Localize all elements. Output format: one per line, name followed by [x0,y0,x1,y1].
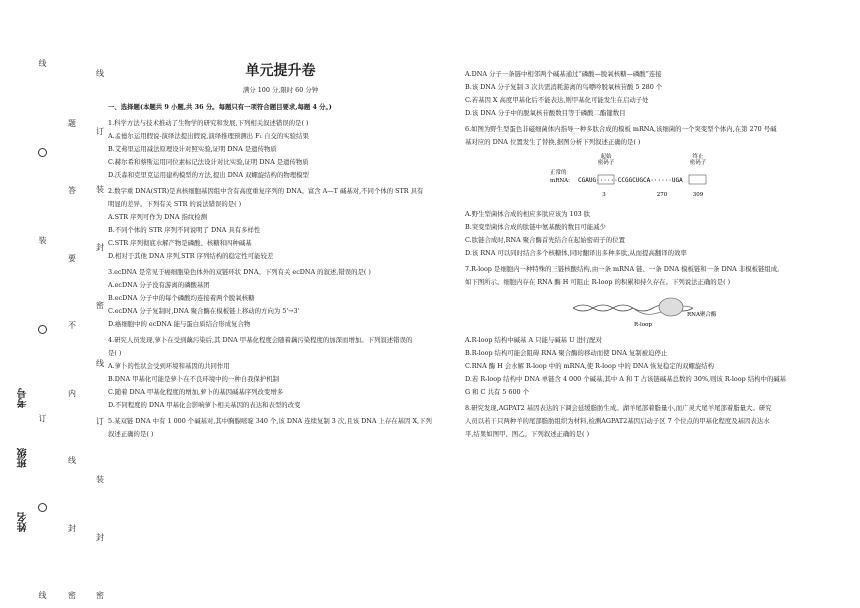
binding-char: 密 [96,301,104,310]
question-list-right-b [465,208,820,289]
question-line: D.该 DNA 分子中的脱氧核苷酸数目等于磷酸二酯键数目 [465,109,626,117]
question-line: D.不同程度的 DNA 甲基化会影响萝卜相关基因的表达和表型的改变 [108,401,301,409]
stop-codon-box [689,175,706,184]
binding-circle [38,148,47,157]
rna-polymerase-shape [659,298,683,316]
stop-codon-label2: 密码子 [689,160,706,166]
page-title: 单元提升卷 [245,63,316,79]
question-line: D.癌细胞中的 ecDNA 能与蛋白质结合形成复合物 [108,320,251,328]
rloop-figure [465,292,820,330]
binding-char: 装 [96,185,104,194]
question-line: 如下图所示。细胞内存在 RNA 酶 H 可阻止 R-loop 的积累和持久存在。下列说法正确的是( ) [465,278,731,286]
question-line: B.DNA 甲基化可能是萝卜在不良环境中的一种自我保护机制 [108,375,280,383]
dna-strand-2 [573,305,633,311]
mrna-sequence: CGAUG······CCGGCUGCA······UGA [577,177,683,184]
question-line: B.突变型菌体合成的肽链中氨基酸的数目可能减少 [465,223,606,231]
question-line: 1.科学方法与技术推动了生物学的研究和发展,下列相关叙述错误的是( ) [108,119,309,127]
question-line: 7.R-loop 是细胞内一种特殊的三链核酸结构,由一条 mRNA 链、一条 DNA 模板链和一条 DNA 非模板链组成, [465,265,780,273]
question-list-left [108,117,453,441]
rna-polymerase-label: RNA聚合酶 [686,312,716,318]
question-line: A.R-loop 结构中碱基 A 只能与碱基 U 进行配对 [465,336,603,344]
question-line: 人员以若干只两种羊的尾部脂肪组织为材料,检测AGPAT2基因启动子区 7 个位点的甲基化程度及基因表达水 [465,417,770,425]
question-line: C.ecDNA 分子复制时,DNA 聚合酶在模板链上移动的方向为 5'→3' [108,307,300,315]
question-line: 2.数字重 DNA(STR)是真核细胞基因组中含有高度重复序列的 DNA。富含 A—T 碱基对,不同个体的 STR 具有 [108,187,424,195]
mrna-row-label2: mRNA: [549,178,570,184]
binding-char: 题 [68,119,76,128]
question-line: G 和 C 共有 5 600 个 [465,388,530,396]
question-line: 4.研究人员发现,萝卜在受到藕污染后,其 DNA 甲基化程度会随着藕污染程度的加深而增加。下列叙述错误的 [108,336,413,344]
binding-char: 封 [96,243,104,252]
rloop-label: R-loop [633,322,652,328]
question-line: 是( ) [108,349,122,357]
left-column [108,62,453,441]
question-line: 6.如图为野生型蛋色非磁细菌体内指导一种多肽合成的模板 mRNA,该细菌的一个突变型个体内,在第 270 号碱 [465,125,777,133]
binding-col-outer [38,0,47,608]
question-line: A.STR 序列可作为 DNA 指纹检测 [108,213,208,221]
question-line: C.肽链合成时,RNA 聚合酶首先结合在起始密码子的位置 [465,236,625,244]
stop-codon-label: 终止 [691,154,704,160]
position-270: 270 [656,192,667,198]
question-line: C.随着 DNA 甲基化程度的增加,萝卜的基因碱基序列改变增多 [108,388,284,396]
section-heading: 一、选择题(本题共 9 小题,共 36 分。每题只有一项符合题目要求,每题 4 分。) [108,103,332,111]
mrna-figure [465,152,820,204]
start-codon-label2: 密码子 [597,160,614,166]
field-exam-number: 考号 [18,388,29,408]
binding-circle [38,325,47,334]
binding-char: 要 [68,253,76,263]
rloop-diagram [563,292,723,330]
binding-margin [0,0,104,608]
question-line: D.若 R-loop 结构中 DNA 单链含 4 000 个碱基,其中 A 和 T 占该链碱基总数的 30%,则该 R-loop 结构中的碱基 [465,375,787,383]
start-codon-label: 起始 [599,154,612,160]
question-line: D.沃森和克里克运用建构模型的方法,提出 DNA 双螺旋结构的物理模型 [108,171,309,179]
question-line: A.ecDNA 分子没有游离的磷酸基团 [108,281,210,289]
field-name: 姓名 [18,512,29,532]
binding-char: 线 [38,590,47,600]
binding-circle [38,503,47,512]
question-line: B.该 DNA 分子复制 3 次共需消耗游离的鸟嘌呤脱氧核苷酸 5 280 个 [465,83,663,91]
question-line: D.相对于其他 DNA 序列,STR 序列结构的稳定性可能较差 [108,252,274,260]
binding-char: 订 [38,413,47,423]
binding-char: 订 [96,417,104,426]
binding-char: 封 [96,533,104,542]
binding-col-middle [68,0,76,608]
binding-char: 线 [96,359,104,368]
question-line: B.ecDNA 分子中的每个磷酸均连接着两个脱氧核糖 [108,294,255,302]
question-line: 3.ecDNA 是常见于癌细胞染色体外的双链环状 DNA。下列有关 ecDNA 的叙述,错误的是( ) [108,268,371,276]
binding-char: 装 [96,475,104,484]
question-list-right-c [465,334,820,441]
binding-char: 封 [68,523,76,533]
question-line: A.孟德尔运用假说-演绎法提出假说,演绎推理预测出 F₁ 自交的实验结果 [108,132,309,140]
binding-char: 线 [38,59,47,68]
position-3: 3 [601,192,606,198]
question-line: 平,结果如图甲、图乙。下列叙述正确的是( ) [465,430,590,438]
page-subtitle: 满分 100 分,限时 60 分钟 [242,86,319,94]
question-line: C.STR 序列彻底水解产物是磷酸、核糖和四种碱基 [108,239,252,247]
question-line: C.若基因 X 高度甲基化后不能表达,则甲基化可能发生在启动子处 [465,96,649,104]
binding-char: 答 [68,186,76,196]
mrna-diagram [548,152,738,204]
question-line: B.艾弗里运用减法原理设计对照实验,证明 DNA 是遗传物质 [108,145,277,153]
binding-char: 装 [38,236,47,246]
binding-char: 订 [96,127,104,136]
binding-col-inner [96,0,104,608]
question-line: A.野生型菌体合成的相应多肽应该为 103 肽 [465,210,591,218]
mrna-row-label1: 正常的 [549,170,567,176]
question-line: B.不同个体的 STR 序列不同说明了 DNA 具有多样性 [108,226,261,234]
question-line: B.R-loop 结构可能会阻碍 RNA 聚合酶的移动而使 DNA 复制被迫停止 [465,349,668,357]
binding-char: 内 [68,388,76,398]
question-line: 基对应的 DNA 位置发生了替换,据图分析下列叙述正确的是( ) [465,138,641,146]
binding-char: 密 [68,590,76,600]
question-line: A.萝卜的性状会受到环境和基因的共同作用 [108,362,230,370]
binding-char: 密 [96,591,104,600]
question-line: C.RNA 酶 H 会水解 R-loop 中的 mRNA,使 R-loop 中的 DNA 恢复稳定的双螺旋结构 [465,362,715,370]
binding-char: 线 [96,69,104,78]
question-line: A.DNA 分子一条链中相邻两个碱基通过“磷酸—脱氧核糖—磷酸”连接 [465,70,662,78]
position-309: 309 [692,192,703,198]
question-line: 5.某双链 DNA 中有 1 000 个碱基对,其中胸腺嘧啶 340 个,该 DNA 连续复制 3 次,且该 DNA 上存在基因 X,下列 [108,417,432,425]
question-line: D.该 RNA 可以同时结合多个核糖体,同时翻译出多种多肽,从而提高翻译的效率 [465,249,687,257]
binding-char: 线 [68,456,76,466]
binding-char: 不 [68,321,76,331]
question-line: 叙述正确的是( ) [108,430,154,438]
right-column [465,68,820,441]
question-line: 8.研究发现,AGPAT2 基因表达的下调会延缓脂肪生成。湖羊尾部着脂量小,而广灵大尾羊尾部着脂量大。研究 [465,404,772,412]
question-line: C.赫尔希和蔡斯运用同位素标记法设计对比实验,证明 DNA 是遗传物质 [108,158,309,166]
question-list-right-a [465,68,820,149]
question-line: 明显的差异。下列有关 STR 的说法错误的是( ) [108,200,242,208]
field-class: 班级 [18,448,29,468]
